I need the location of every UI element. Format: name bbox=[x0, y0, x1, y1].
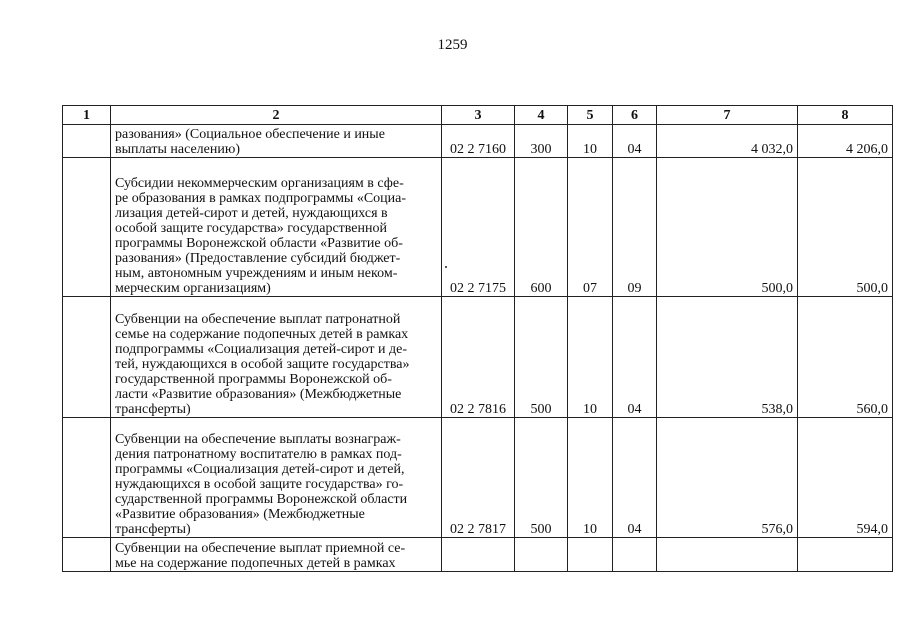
header-col-7: 7 bbox=[657, 106, 798, 125]
header-col-1: 1 bbox=[63, 106, 111, 125]
row-number-cell bbox=[63, 158, 111, 297]
code-cell bbox=[442, 538, 515, 572]
budget-table bbox=[62, 105, 893, 572]
row-number-cell bbox=[63, 125, 111, 158]
amount-8-cell bbox=[798, 538, 893, 572]
code-cell: 02 2 7175 bbox=[442, 158, 515, 297]
expense-type-cell: 500 bbox=[515, 418, 568, 538]
subsection-cell: 04 bbox=[613, 418, 657, 538]
header-col-8: 8 bbox=[798, 106, 893, 125]
description-cell: Субвенции на обеспечение выплат патронатной семье на содержание подопечных детей в рамках подпрограммы «Социализация детей-сирот и де- тей, нуждающихся в особой защите государства» государственной программы Воронежской об- ласти «Развитие образования» (Межбюджетные трансферты) bbox=[111, 297, 442, 418]
amount-7-cell bbox=[657, 538, 798, 572]
description-cell: Субвенции на обеспечение выплаты вознаграж- дения патронатному воспитателю в рамках под- программы «Социализация детей-сирот и детей, нуждающихся в особой защите государства» го- сударственной программы Воронежской области «Развитие образования» (Межбюджетные трансферты) bbox=[111, 418, 442, 538]
section-cell: 10 bbox=[568, 297, 613, 418]
header-col-3: 3 bbox=[442, 106, 515, 125]
table-row bbox=[63, 297, 893, 418]
subsection-cell: 04 bbox=[613, 125, 657, 158]
table-row bbox=[63, 158, 893, 297]
section-cell: 10 bbox=[568, 418, 613, 538]
subsection-cell: 04 bbox=[613, 297, 657, 418]
code-cell: 02 2 7817 bbox=[442, 418, 515, 538]
amount-8-cell: 594,0 bbox=[798, 418, 893, 538]
table-row bbox=[63, 418, 893, 538]
amount-8-cell: 560,0 bbox=[798, 297, 893, 418]
code-cell: 02 2 7160 bbox=[442, 125, 515, 158]
expense-type-cell bbox=[515, 538, 568, 572]
scan-artifact-dot bbox=[445, 266, 447, 268]
row-number-cell bbox=[63, 418, 111, 538]
section-cell bbox=[568, 538, 613, 572]
description-cell: разования» (Социальное обеспечение и иные выплаты населению) bbox=[111, 125, 442, 158]
amount-8-cell: 500,0 bbox=[798, 158, 893, 297]
table-row bbox=[63, 125, 893, 158]
amount-7-cell: 4 032,0 bbox=[657, 125, 798, 158]
header-row bbox=[63, 106, 893, 125]
subsection-cell: 09 bbox=[613, 158, 657, 297]
table-row bbox=[63, 538, 893, 572]
subsection-cell bbox=[613, 538, 657, 572]
header-col-2: 2 bbox=[111, 106, 442, 125]
section-cell: 10 bbox=[568, 125, 613, 158]
description-cell: Субсидии некоммерческим организациям в сфе- ре образования в рамках подпрограммы «Социа- лизация детей-сирот и детей, нуждающихся в особой защите государства» государственной программы Воронежской области «Развитие об- разования» (Предоставление субсидий бюджет- ным, автономным учреждениям и иным неком- мерческим организациям) bbox=[111, 158, 442, 297]
amount-7-cell: 538,0 bbox=[657, 297, 798, 418]
expense-type-cell: 300 bbox=[515, 125, 568, 158]
header-col-5: 5 bbox=[568, 106, 613, 125]
page-number: 1259 bbox=[437, 37, 468, 53]
row-number-cell bbox=[63, 297, 111, 418]
row-number-cell bbox=[63, 538, 111, 572]
amount-7-cell: 500,0 bbox=[657, 158, 798, 297]
amount-8-cell: 4 206,0 bbox=[798, 125, 893, 158]
header-col-6: 6 bbox=[613, 106, 657, 125]
expense-type-cell: 600 bbox=[515, 158, 568, 297]
expense-type-cell: 500 bbox=[515, 297, 568, 418]
header-col-4: 4 bbox=[515, 106, 568, 125]
amount-7-cell: 576,0 bbox=[657, 418, 798, 538]
description-cell: Субвенции на обеспечение выплат приемной се- мье на содержание подопечных детей в рамках bbox=[111, 538, 442, 572]
code-cell: 02 2 7816 bbox=[442, 297, 515, 418]
section-cell: 07 bbox=[568, 158, 613, 297]
